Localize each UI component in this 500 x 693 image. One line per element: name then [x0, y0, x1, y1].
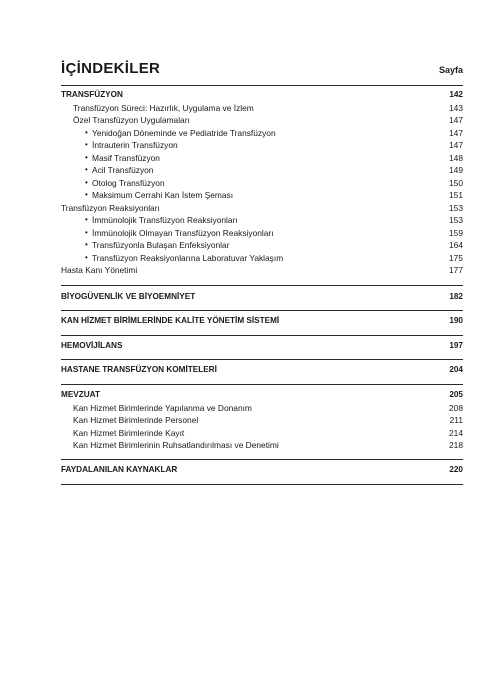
entry-label: Transfüzyon Süreci: Hazırlık, Uygulama ve İzlem: [73, 102, 254, 113]
toc-subentry[interactable]: [61, 439, 463, 451]
header-rule: [61, 85, 463, 86]
toc-subentry[interactable]: [61, 264, 463, 276]
entry-label: Hasta Kanı Yönetimi: [61, 265, 138, 275]
entry-title: KAN HİZMET BİRİMLERİNDE KALİTE YÖNETİM SİSTEMİ: [61, 316, 280, 325]
entry-page: 147: [449, 115, 463, 125]
entry-label: Transfüzyonla Bulaşan Enfeksiyonlar: [92, 240, 230, 250]
entry-title: HEMOVİJİLANS: [61, 341, 123, 350]
entry-page: 175: [449, 252, 463, 263]
entry-label: Özel Transfüzyon Uygulamaları: [73, 115, 190, 125]
entry-page: 147: [449, 127, 463, 138]
entry-page: 164: [449, 240, 463, 250]
entry-page: 197: [449, 341, 463, 350]
entry-page: 208: [449, 402, 463, 413]
entry-page: 205: [449, 390, 463, 399]
section-rule: [61, 384, 463, 385]
page-title: İÇİNDEKİLER: [61, 60, 161, 77]
entry-page: 153: [449, 202, 463, 213]
section-rule: [61, 359, 463, 360]
entry-page: 159: [449, 227, 463, 238]
toc-bullet-entry[interactable]: [61, 152, 463, 164]
toc-bullet-entry[interactable]: [61, 127, 463, 139]
entry-page: 148: [449, 152, 463, 163]
toc-subentry[interactable]: [61, 427, 463, 439]
bullet-icon: •: [85, 127, 88, 137]
entry-page: 150: [449, 177, 463, 188]
bullet-icon: •: [85, 165, 88, 174]
entry-label: Acil Transfüzyon: [92, 165, 154, 175]
section-rule: [61, 285, 463, 286]
bullet-icon: •: [85, 152, 88, 162]
section-rule: [61, 335, 463, 336]
entry-page: 153: [449, 215, 463, 225]
entry-page: 147: [449, 140, 463, 150]
entry-page: 211: [449, 415, 463, 425]
toc-entry-komiteler[interactable]: [61, 364, 463, 376]
toc-bullet-entry[interactable]: [61, 239, 463, 251]
entry-label: Kan Hizmet Birimlerinde Yapılanma ve Donanım: [73, 402, 252, 413]
toc-subentry[interactable]: [61, 102, 463, 114]
entry-title: MEVZUAT: [61, 390, 100, 399]
entry-page: 142: [449, 90, 463, 99]
section-rule: [61, 459, 463, 460]
entry-page: 190: [449, 316, 463, 325]
bullet-icon: •: [85, 215, 88, 224]
entry-label: İmmünolojik Olmayan Transfüzyon Reaksiyonları: [92, 227, 274, 238]
entry-title: TRANSFÜZYON: [61, 90, 123, 99]
entry-label: İntrauterin Transfüzyon: [92, 140, 178, 150]
toc-entry-biyoguvenlik[interactable]: [61, 291, 463, 303]
toc-entry-mevzuat[interactable]: [61, 389, 463, 401]
entry-label: İmmünolojik Transfüzyon Reaksiyonları: [92, 215, 238, 225]
toc-subentry[interactable]: [61, 114, 463, 126]
entry-title: BİYOGÜVENLİK VE BİYOEMNİYET: [61, 292, 196, 301]
entry-label: Masif Transfüzyon: [92, 152, 160, 163]
toc-bullet-entry[interactable]: [61, 214, 463, 226]
entry-page: 143: [449, 102, 463, 113]
entry-label: Transfüzyon Reaksiyonlarına Laboratuvar Yaklaşım: [92, 252, 284, 263]
entry-title: HASTANE TRANSFÜZYON KOMİTELERİ: [61, 365, 217, 374]
toc-subentry[interactable]: [61, 202, 463, 214]
entry-label: Kan Hizmet Birimlerinin Ruhsatlandırılması ve Denetimi: [73, 440, 279, 450]
entry-title: FAYDALANILAN KAYNAKLAR: [61, 465, 178, 474]
toc-bullet-entry[interactable]: [61, 189, 463, 201]
entry-page: 204: [449, 365, 463, 374]
bullet-icon: •: [85, 240, 88, 249]
toc-header: [61, 60, 463, 82]
bullet-icon: •: [85, 140, 88, 149]
page-column-label: Sayfa: [438, 65, 463, 75]
toc-entry-kalite[interactable]: [61, 315, 463, 327]
entry-label: Otolog Transfüzyon: [92, 177, 165, 188]
bullet-icon: •: [85, 190, 88, 199]
entry-label: Yenidoğan Döneminde ve Pediatride Transfüzyon: [92, 127, 276, 138]
toc-bullet-entry[interactable]: [61, 139, 463, 151]
toc-entry-kaynaklar[interactable]: [61, 464, 463, 476]
entry-page: 214: [449, 427, 463, 438]
toc-bullet-entry[interactable]: [61, 164, 463, 176]
entry-label: Kan Hizmet Birimlerinde Personel: [73, 415, 199, 425]
entry-label: Transfüzyon Reaksiyonları: [61, 202, 160, 213]
toc-bullet-entry[interactable]: [61, 252, 463, 264]
entry-label: Maksimum Cerrahi Kan İstem Şeması: [92, 190, 234, 200]
bullet-icon: •: [85, 177, 88, 187]
entry-page: 182: [449, 292, 463, 301]
entry-page: 220: [449, 465, 463, 474]
toc-bullet-entry[interactable]: [61, 227, 463, 239]
toc-subentry[interactable]: [61, 414, 463, 426]
entry-page: 149: [449, 165, 463, 175]
section-rule: [61, 484, 463, 485]
toc-entry-transfuzyon[interactable]: [61, 89, 463, 101]
toc-entry-hemovijilans[interactable]: [61, 340, 463, 352]
section-rule: [61, 310, 463, 311]
bullet-icon: •: [85, 252, 88, 262]
toc-subentry[interactable]: [61, 402, 463, 414]
entry-page: 151: [449, 190, 463, 200]
entry-page: 177: [449, 265, 463, 275]
entry-label: Kan Hizmet Birimlerinde Kayıt: [73, 427, 185, 438]
bullet-icon: •: [85, 227, 88, 237]
toc-bullet-entry[interactable]: [61, 177, 463, 189]
entry-page: 218: [449, 440, 463, 450]
